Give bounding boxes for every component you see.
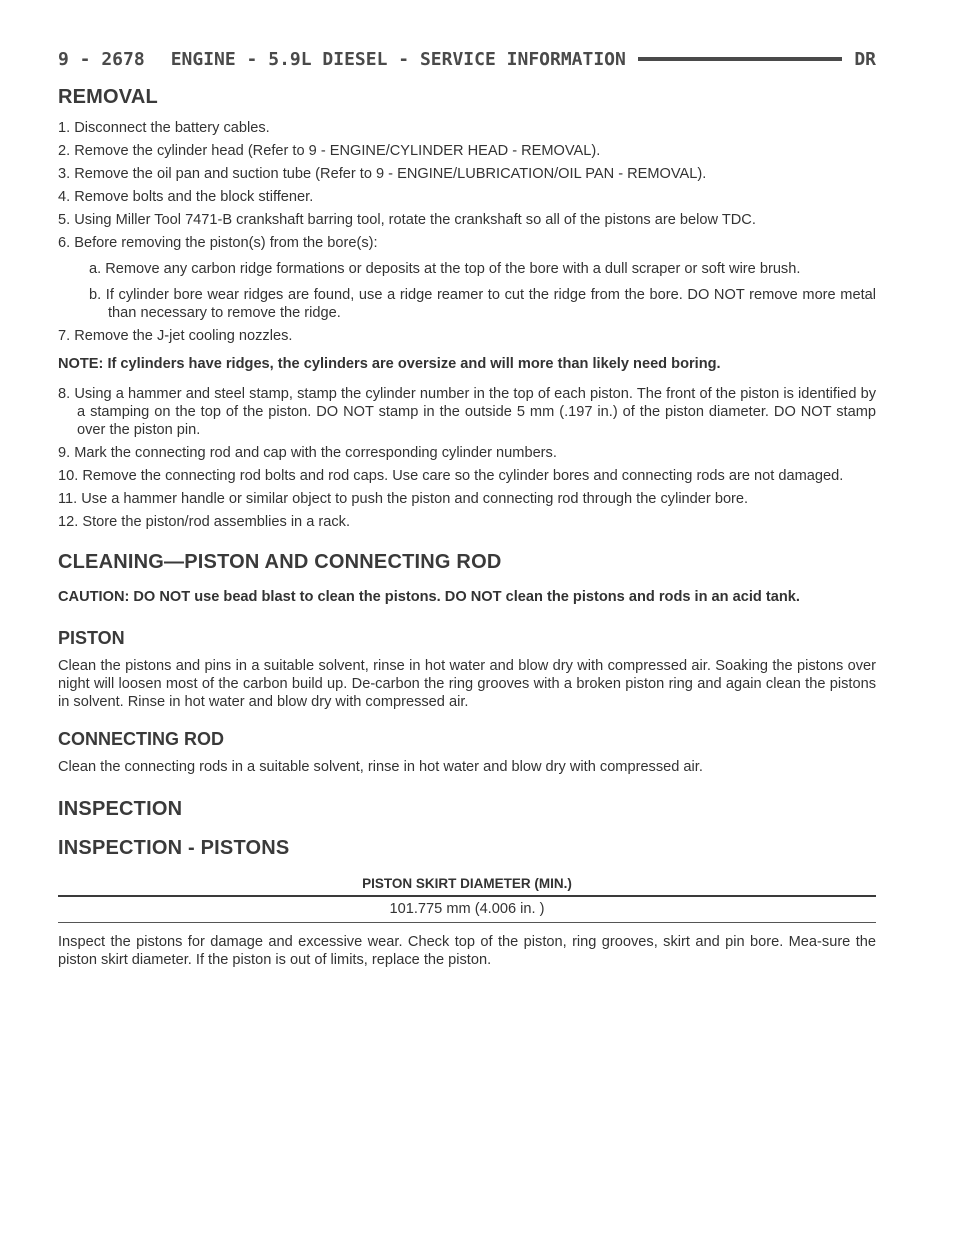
removal-substep-b: b. If cylinder bore wear ridges are found, use a ridge reamer to cut the ridge from the bore. DO NOT remove more metal than necessary to remove the ridge. — [89, 287, 876, 321]
piston-cleaning-text: Clean the pistons and pins in a suitable solvent, rinse in hot water and blow dry with compressed air. Soaking the pistons over night will loosen most of the carbon build up. De-carbon the ring grooves with a broken piston ring and again clean the pistons in solvent. Rinse in hot water and blow dry with compressed air. — [58, 658, 876, 710]
inspection-heading: INSPECTION — [58, 798, 183, 820]
model-code: DR — [854, 48, 876, 70]
removal-step-8: 8. Using a hammer and steel stamp, stamp the cylinder number in the top of each piston. The front of the piston is identified by a stamping on the top of the piston. DO NOT stamp in the outside 5 mm (.197 in.) of the piston diameter. DO NOT stamp over the piston pin. — [58, 386, 876, 438]
removal-step-5: 5. Using Miller Tool 7471-B crankshaft barring tool, rotate the crankshaft so all of the pistons are below TDC. — [58, 212, 756, 228]
removal-substep-a: a. Remove any carbon ridge formations or deposits at the top of the bore with a dull scraper or soft wire brush. — [89, 261, 801, 277]
removal-step-10: 10. Remove the connecting rod bolts and rod caps. Use care so the cylinder bores and connecting rods are not damaged. — [58, 468, 844, 484]
connecting-rod-cleaning-text: Clean the connecting rods in a suitable solvent, rinse in hot water and blow dry with compressed air. — [58, 759, 703, 775]
removal-step-3: 3. Remove the oil pan and suction tube (Refer to 9 - ENGINE/LUBRICATION/OIL PAN - REMOVAL). — [58, 166, 707, 182]
removal-heading: REMOVAL — [58, 86, 158, 108]
removal-step-4: 4. Remove bolts and the block stiffener. — [58, 189, 314, 205]
page-number: 9 - 2678 — [58, 48, 145, 70]
inspection-text: Inspect the pistons for damage and excessive wear. Check top of the piston, ring grooves, skirt and pin bore. Mea-sure the piston skirt diameter. If the piston is out of limits, replace the piston. — [58, 934, 876, 968]
removal-step-12: 12. Store the piston/rod assemblies in a rack. — [58, 514, 351, 530]
spec-table-header: PISTON SKIRT DIAMETER (MIN.) — [58, 876, 876, 897]
piston-heading: PISTON — [58, 628, 125, 648]
removal-step-1: 1. Disconnect the battery cables. — [58, 120, 270, 136]
removal-step-9: 9. Mark the connecting rod and cap with the corresponding cylinder numbers. — [58, 445, 557, 461]
removal-note: NOTE: If cylinders have ridges, the cylinders are oversize and will more than likely need boring. — [58, 356, 721, 372]
piston-skirt-spec-table — [58, 876, 876, 923]
spec-table-value: 101.775 mm (4.006 in. ) — [58, 897, 876, 923]
document-body — [58, 86, 876, 974]
removal-step-6: 6. Before removing the piston(s) from the bore(s): — [58, 235, 378, 251]
removal-step-11: 11. Use a hammer handle or similar object to push the piston and connecting rod through the cylinder bore. — [58, 491, 749, 507]
cleaning-caution: CAUTION: DO NOT use bead blast to clean the pistons. DO NOT clean the pistons and rods in an acid tank. — [58, 589, 800, 605]
section-title: ENGINE - 5.9L DIESEL - SERVICE INFORMATION — [170, 48, 626, 70]
removal-step-2: 2. Remove the cylinder head (Refer to 9 - ENGINE/CYLINDER HEAD - REMOVAL). — [58, 143, 601, 159]
page-header — [58, 47, 876, 71]
cleaning-heading: CLEANING—PISTON AND CONNECTING ROD — [58, 551, 502, 573]
connecting-rod-heading: CONNECTING ROD — [58, 729, 224, 749]
inspection-pistons-heading: INSPECTION - PISTONS — [58, 837, 290, 859]
removal-step-7: 7. Remove the J-jet cooling nozzles. — [58, 328, 293, 344]
header-rule — [638, 57, 842, 61]
